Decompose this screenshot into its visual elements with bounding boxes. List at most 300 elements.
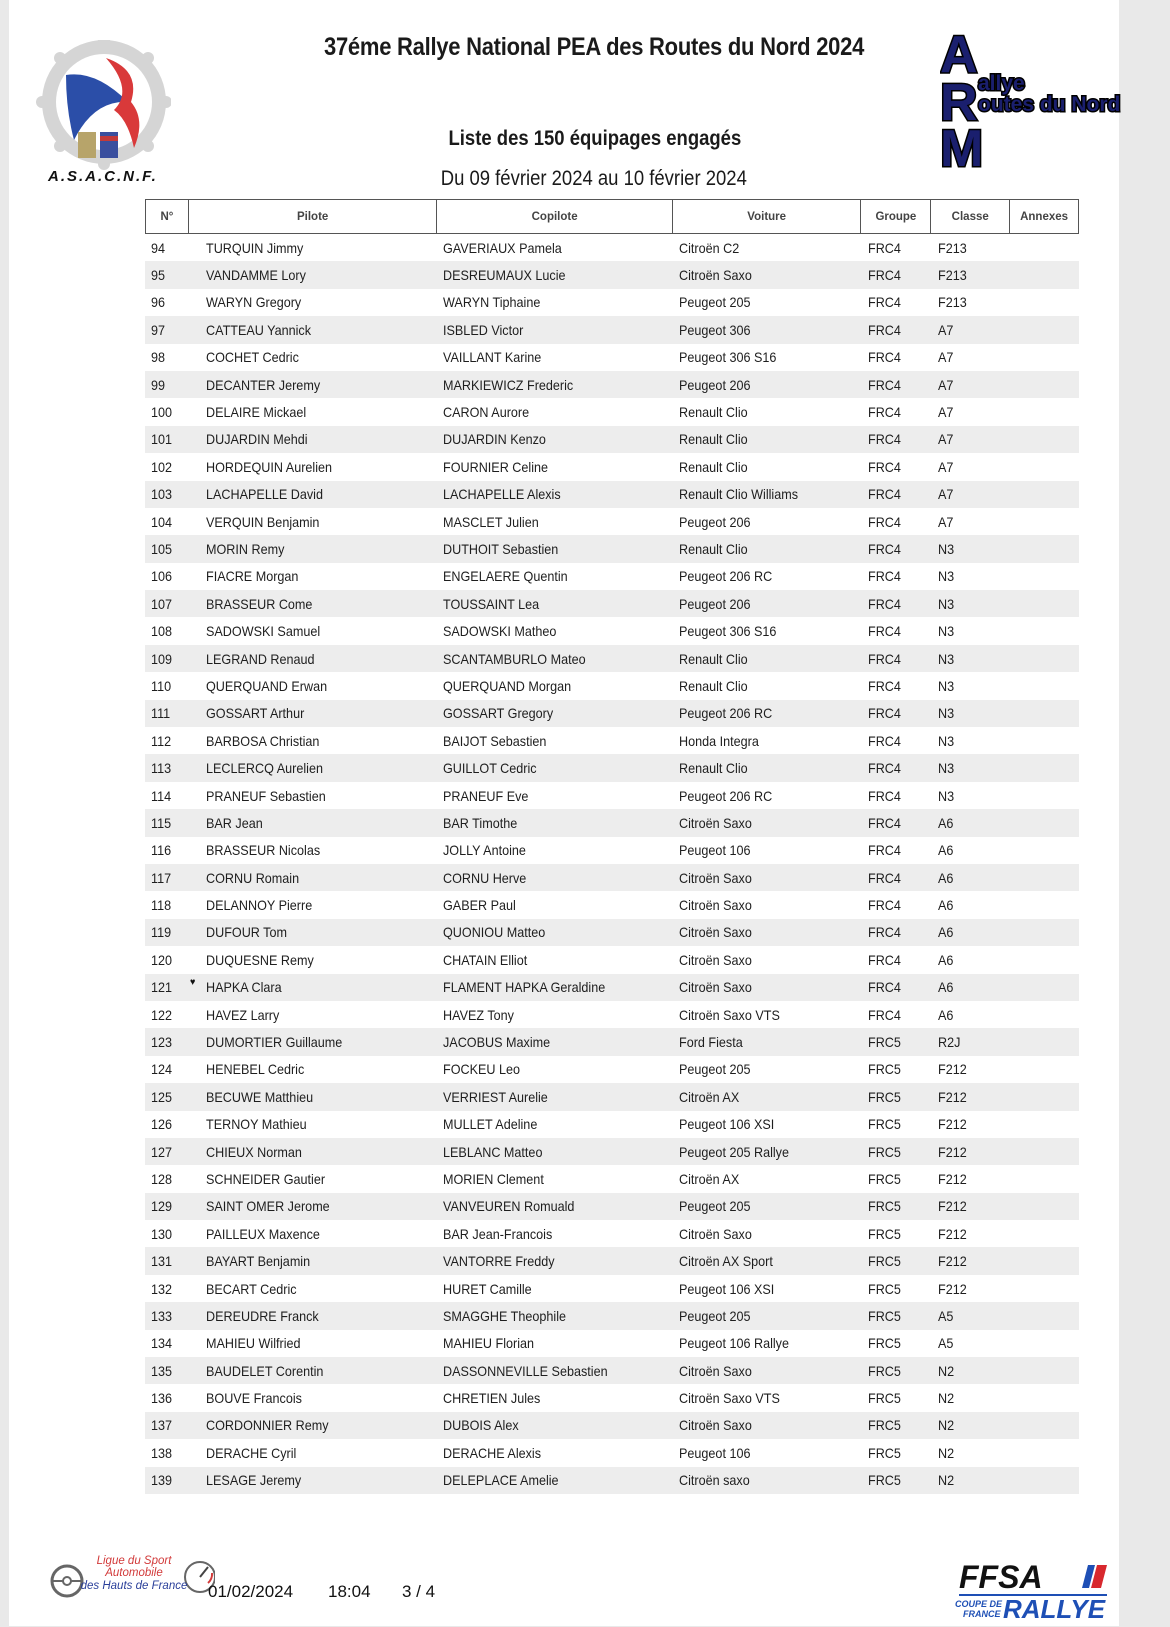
cell-voiture [673, 651, 862, 667]
cell-groupe [862, 924, 932, 940]
cell-classe [932, 897, 1011, 913]
cell-no [145, 979, 188, 995]
cell-copilote-text: GUILLOT Cedric [443, 760, 537, 777]
cell-groupe-text: FRC4 [868, 924, 901, 941]
cell-copilote-text: VERRIEST Aurelie [443, 1088, 548, 1105]
cell-classe [932, 322, 1011, 338]
cell-copilote-text: QUONIOU Matteo [443, 924, 546, 941]
cell-classe [932, 705, 1011, 721]
table-row [145, 864, 1079, 891]
cell-pilote-text: CATTEAU Yannick [206, 321, 312, 338]
table-row [145, 1001, 1079, 1028]
cell-no [145, 514, 188, 530]
cell-voiture [673, 459, 862, 475]
cell-no [145, 1089, 188, 1105]
cell-groupe [862, 1226, 932, 1242]
cell-copilote [437, 870, 673, 886]
cell-voiture-text: Peugeot 306 S16 [679, 623, 777, 640]
cell-copilote-text: GOSSART Gregory [443, 705, 554, 722]
cell-pilote [188, 486, 437, 502]
cell-groupe-text: FRC5 [868, 1307, 901, 1324]
cell-groupe-text: FRC4 [868, 376, 901, 393]
cell-pilote-text: TERNOY Mathieu [206, 1116, 307, 1133]
cell-classe [932, 1390, 1011, 1406]
cell-pilote [188, 1308, 437, 1324]
cell-classe-text: F212 [938, 1280, 967, 1297]
cell-classe-text: N3 [938, 705, 955, 722]
cell-voiture [673, 1116, 862, 1132]
table-row [145, 535, 1079, 562]
cell-annexes [1011, 568, 1079, 584]
cell-pilote [188, 924, 437, 940]
cell-voiture-text: Peugeot 106 [679, 842, 751, 859]
cell-pilote [188, 1089, 437, 1105]
cell-copilote-text: DESREUMAUX Lucie [443, 267, 566, 284]
cell-annexes [1011, 870, 1079, 886]
cell-no [145, 267, 188, 283]
cell-copilote-text: PRANEUF Eve [443, 787, 529, 804]
cell-groupe [862, 1445, 932, 1461]
cell-groupe [862, 459, 932, 475]
arm-letter-r: R [940, 74, 978, 132]
table-row [145, 426, 1079, 453]
cell-voiture [673, 1198, 862, 1214]
cell-copilote [437, 267, 673, 283]
cell-copilote [437, 952, 673, 968]
cell-copilote [437, 1226, 673, 1242]
cell-classe [932, 979, 1011, 995]
cell-pilote [188, 705, 437, 721]
cell-no-text: 136 [151, 1390, 173, 1407]
table-row [145, 563, 1079, 590]
table-row [145, 1357, 1079, 1384]
cell-pilote-text: DUJARDIN Mehdi [206, 431, 308, 448]
cell-classe-text: N3 [938, 595, 955, 612]
table-row [145, 1330, 1079, 1357]
cell-voiture-text: Citroën saxo [679, 1472, 750, 1489]
cell-classe-text: N2 [938, 1472, 955, 1489]
cell-classe [932, 924, 1011, 940]
cell-pilote [188, 1116, 437, 1132]
cell-pilote-text: HORDEQUIN Aurelien [206, 458, 333, 475]
cell-copilote [437, 1472, 673, 1488]
cell-voiture [673, 1308, 862, 1324]
cell-no [145, 349, 188, 365]
cell-annexes [1011, 760, 1079, 776]
cell-voiture-text: Citroën Saxo [679, 267, 752, 284]
cell-no-text: 110 [151, 677, 172, 694]
table-row [145, 1220, 1079, 1247]
cell-no [145, 1198, 188, 1214]
cell-groupe [862, 788, 932, 804]
cell-no-text: 116 [151, 842, 172, 859]
cell-copilote [437, 1253, 673, 1269]
cell-copilote [437, 240, 673, 256]
cell-groupe-text: FRC4 [868, 650, 901, 667]
cell-pilote [188, 1445, 437, 1461]
cell-annexes [1011, 514, 1079, 530]
cell-voiture-text: Peugeot 106 Rallye [679, 1335, 789, 1352]
cell-no-text: 124 [151, 1061, 173, 1078]
cell-no [145, 240, 188, 256]
cell-pilote-text: TURQUIN Jimmy [206, 239, 304, 256]
cell-no [145, 1472, 188, 1488]
cell-groupe-text: FRC5 [868, 1225, 901, 1242]
ffsa-rallye: RALLYE [1003, 1594, 1106, 1622]
cell-copilote-text: VANTORRE Freddy [443, 1253, 555, 1270]
cell-classe [932, 1253, 1011, 1269]
cell-classe [932, 760, 1011, 776]
cell-voiture [673, 514, 862, 530]
cell-copilote-text: CHRETIEN Jules [443, 1390, 541, 1407]
cell-no [145, 760, 188, 776]
cell-copilote-text: LACHAPELLE Alexis [443, 486, 561, 503]
cell-voiture-text: Renault Clio [679, 431, 748, 448]
cell-annexes [1011, 1253, 1079, 1269]
cell-classe-text: F212 [938, 1198, 967, 1215]
cell-pilote [188, 1007, 437, 1023]
cell-voiture-text: Peugeot 106 XSI [679, 1116, 775, 1133]
cell-no [145, 377, 188, 393]
cell-classe-text: F212 [938, 1061, 967, 1078]
cell-classe-text: F212 [938, 1225, 967, 1242]
cell-classe-text: A6 [938, 814, 954, 831]
cell-pilote [188, 459, 437, 475]
cell-voiture [673, 431, 862, 447]
cell-classe [932, 678, 1011, 694]
cell-pilote [188, 596, 437, 612]
table-row [145, 398, 1079, 425]
ligue-line2: Automobile [105, 1567, 163, 1579]
cell-classe [932, 1144, 1011, 1160]
cell-copilote [437, 1198, 673, 1214]
cell-copilote-text: DUJARDIN Kenzo [443, 431, 546, 448]
cell-no [145, 541, 188, 557]
cell-copilote [437, 924, 673, 940]
cell-copilote [437, 541, 673, 557]
cell-no [145, 705, 188, 721]
cell-pilote-text: CORNU Romain [206, 869, 300, 886]
cell-voiture [673, 1363, 862, 1379]
cell-pilote [188, 240, 437, 256]
cell-copilote-text: TOUSSAINT Lea [443, 595, 540, 612]
cell-copilote [437, 1089, 673, 1105]
cell-pilote [188, 952, 437, 968]
table-row [145, 891, 1079, 918]
cell-no [145, 431, 188, 447]
cell-voiture-text: Ford Fiesta [679, 1034, 743, 1051]
cell-classe [932, 1198, 1011, 1214]
table-row [145, 782, 1079, 809]
cell-voiture-text: Citroën Saxo [679, 814, 752, 831]
cell-no [145, 733, 188, 749]
cell-classe [932, 1472, 1011, 1488]
cell-pilote-text: QUERQUAND Erwan [206, 677, 328, 694]
cell-voiture [673, 1144, 862, 1160]
cell-classe-text: A6 [938, 924, 954, 941]
cell-groupe [862, 596, 932, 612]
cell-groupe-text: FRC4 [868, 814, 901, 831]
cell-classe [932, 1445, 1011, 1461]
cell-no [145, 1226, 188, 1242]
cell-annexes [1011, 240, 1079, 256]
col-header-groupe: Groupe [861, 200, 931, 233]
cell-annexes [1011, 979, 1079, 995]
cell-pilote [188, 1472, 437, 1488]
cell-no [145, 678, 188, 694]
cell-pilote-text: LACHAPELLE David [206, 486, 323, 503]
cell-groupe [862, 514, 932, 530]
cell-classe-text: N3 [938, 568, 955, 585]
cell-classe-text: N3 [938, 787, 955, 804]
cell-no-text: 112 [151, 732, 172, 749]
cell-copilote [437, 1308, 673, 1324]
cell-copilote [437, 514, 673, 530]
cell-classe-text: A5 [938, 1335, 954, 1352]
cell-voiture-text: Citroën Saxo [679, 1417, 752, 1434]
cell-no-text: 98 [151, 349, 166, 366]
cell-no [145, 486, 188, 502]
cell-groupe [862, 1171, 932, 1187]
cell-copilote-text: DERACHE Alexis [443, 1444, 542, 1461]
cell-groupe [862, 705, 932, 721]
cell-no [145, 459, 188, 475]
cell-groupe [862, 377, 932, 393]
page-subtitle: Liste des 150 équipages engagés [448, 127, 742, 150]
cell-annexes [1011, 377, 1079, 393]
arm-letter-a: A [940, 26, 978, 84]
cell-voiture-text: Peugeot 106 [679, 1444, 751, 1461]
cell-no-text: 105 [151, 540, 173, 557]
cell-pilote [188, 760, 437, 776]
cell-copilote [437, 459, 673, 475]
cell-pilote-text: DELAIRE Mickael [206, 404, 307, 421]
cell-groupe-text: FRC4 [868, 787, 901, 804]
cell-voiture-text: Peugeot 205 Rallye [679, 1143, 789, 1160]
cell-pilote [188, 651, 437, 667]
cell-voiture-text: Peugeot 205 [679, 1307, 751, 1324]
cell-no-text: 100 [151, 404, 173, 421]
cell-groupe-text: FRC5 [868, 1061, 901, 1078]
cell-no [145, 404, 188, 420]
cell-groupe-text: FRC5 [868, 1253, 901, 1270]
cell-groupe [862, 1116, 932, 1132]
cell-copilote [437, 404, 673, 420]
cell-groupe [862, 760, 932, 776]
cell-classe-text: A7 [938, 431, 954, 448]
table-row [145, 1193, 1079, 1220]
table-row [145, 1384, 1079, 1411]
cell-groupe [862, 1253, 932, 1269]
table-row [145, 261, 1079, 288]
cell-classe-text: F213 [938, 239, 967, 256]
cell-pilote-text: PRANEUF Sebastien [206, 787, 326, 804]
cell-voiture [673, 1390, 862, 1406]
cell-classe-text: N2 [938, 1444, 955, 1461]
cell-classe [932, 1171, 1011, 1187]
cell-annexes [1011, 1281, 1079, 1297]
cell-no [145, 1363, 188, 1379]
cell-pilote [188, 733, 437, 749]
cell-classe [932, 349, 1011, 365]
cell-copilote-text: FOURNIER Celine [443, 458, 549, 475]
cell-copilote-text: QUERQUAND Morgan [443, 677, 572, 694]
cell-voiture-text: Peugeot 106 XSI [679, 1280, 775, 1297]
cell-pilote-text: WARYN Gregory [206, 294, 302, 311]
cell-classe-text: F212 [938, 1170, 967, 1187]
cell-pilote [188, 788, 437, 804]
cell-annexes [1011, 1390, 1079, 1406]
cell-annexes [1011, 322, 1079, 338]
cell-copilote-text: FLAMENT HAPKA Geraldine [443, 979, 606, 996]
cell-pilote [188, 623, 437, 639]
table-row [145, 481, 1079, 508]
cell-no [145, 651, 188, 667]
table-row [145, 508, 1079, 535]
cell-pilote-text: HAPKA Clara [206, 979, 282, 996]
table-row [145, 974, 1079, 1001]
cell-no [145, 1445, 188, 1461]
cell-pilote [188, 431, 437, 447]
cell-copilote-text: DUBOIS Alex [443, 1417, 519, 1434]
cell-classe [932, 514, 1011, 530]
cell-voiture [673, 1417, 862, 1433]
cell-groupe [862, 1144, 932, 1160]
arm-letter-m: M [940, 120, 984, 171]
cell-no-text: 123 [151, 1034, 173, 1051]
cell-groupe [862, 1089, 932, 1105]
cell-pilote [188, 377, 437, 393]
cell-pilote [188, 349, 437, 365]
cell-no-text: 132 [151, 1280, 173, 1297]
cell-voiture-text: Renault Clio [679, 760, 748, 777]
cell-classe [932, 1116, 1011, 1132]
ligue-logo [50, 1553, 215, 1599]
cell-groupe [862, 1007, 932, 1023]
ffsa-coupe-de-france-rallye-icon [955, 1562, 1115, 1622]
cell-pilote [188, 294, 437, 310]
cell-classe [932, 1417, 1011, 1433]
cell-annexes [1011, 431, 1079, 447]
col-header-voiture: Voiture [673, 200, 862, 233]
cell-classe-text: A7 [938, 458, 954, 475]
cell-classe-text: N3 [938, 677, 955, 694]
table-header [145, 199, 1079, 234]
cell-pilote [188, 897, 437, 913]
cell-classe-text: F213 [938, 267, 967, 284]
cell-annexes [1011, 459, 1079, 475]
cell-copilote [437, 322, 673, 338]
cell-voiture [673, 377, 862, 393]
cell-pilote-text: DEREUDRE Franck [206, 1307, 319, 1324]
cell-voiture-text: Renault Clio [679, 404, 748, 421]
col-header-pilote: Pilote [189, 200, 437, 233]
cell-annexes [1011, 788, 1079, 804]
footer-date: 01/02/2024 [208, 1582, 294, 1601]
arm-word-allye: allye [978, 72, 1025, 95]
cell-classe [932, 623, 1011, 639]
cell-classe-text: A7 [938, 486, 954, 503]
cell-voiture-text: Honda Integra [679, 732, 759, 749]
cell-pilote [188, 1390, 437, 1406]
cell-copilote [437, 1144, 673, 1160]
cell-pilote-text: PAILLEUX Maxence [206, 1225, 320, 1242]
cell-voiture-text: Renault Clio [679, 540, 748, 557]
col-header-annexes: Annexes [1020, 210, 1069, 223]
cell-classe-text: R2J [938, 1034, 961, 1051]
cell-groupe [862, 1417, 932, 1433]
cell-classe [932, 541, 1011, 557]
cell-groupe [862, 733, 932, 749]
cell-copilote-text: JOLLY Antoine [443, 842, 526, 859]
cell-pilote-text: LECLERCQ Aurelien [206, 760, 323, 777]
cell-groupe-text: FRC5 [868, 1335, 901, 1352]
cell-voiture [673, 678, 862, 694]
cell-no-text: 94 [151, 239, 166, 256]
cell-groupe-text: FRC4 [868, 294, 901, 311]
cell-pilote-text: BARBOSA Christian [206, 732, 320, 749]
entries-table [145, 199, 1079, 1494]
cell-pilote-text: BAUDELET Corentin [206, 1362, 324, 1379]
cell-groupe-text: FRC4 [868, 404, 901, 421]
cell-classe-text: A6 [938, 979, 954, 996]
cell-classe [932, 1089, 1011, 1105]
cell-voiture [673, 1226, 862, 1242]
cell-classe-text: N3 [938, 760, 955, 777]
cell-groupe-text: FRC4 [868, 842, 901, 859]
table-row [145, 645, 1079, 672]
cell-voiture-text: Citroën AX [679, 1170, 740, 1187]
table-row [145, 289, 1079, 316]
cell-pilote [188, 322, 437, 338]
cell-copilote-text: SCANTAMBURLO Mateo [443, 650, 586, 667]
cell-classe [932, 1281, 1011, 1297]
table-row [145, 1275, 1079, 1302]
cell-voiture [673, 623, 862, 639]
cell-groupe [862, 240, 932, 256]
cell-no [145, 897, 188, 913]
cell-annexes [1011, 705, 1079, 721]
cell-no [145, 1417, 188, 1433]
cell-copilote-text: LEBLANC Matteo [443, 1143, 543, 1160]
cell-annexes [1011, 924, 1079, 940]
cell-classe-text: A7 [938, 349, 954, 366]
cell-voiture [673, 1089, 862, 1105]
cell-no-text: 108 [151, 623, 173, 640]
cell-voiture-text: Peugeot 205 [679, 1198, 751, 1215]
cell-voiture [673, 541, 862, 557]
cell-copilote-text: SADOWSKI Matheo [443, 623, 557, 640]
cell-copilote [437, 431, 673, 447]
cell-copilote [437, 979, 673, 995]
cell-voiture [673, 1281, 862, 1297]
cell-no-text: 126 [151, 1116, 173, 1133]
cell-pilote [188, 404, 437, 420]
event-dates: Du 09 février 2024 au 10 février 2024 [440, 167, 747, 190]
cell-pilote-text: DUMORTIER Guillaume [206, 1034, 343, 1051]
cell-classe [932, 733, 1011, 749]
cell-no [145, 815, 188, 831]
cell-voiture-text: Peugeot 206 [679, 376, 751, 393]
cell-pilote [188, 1171, 437, 1187]
cell-pilote-text: CHIEUX Norman [206, 1143, 302, 1160]
cell-classe-text: N3 [938, 623, 955, 640]
cell-copilote [437, 815, 673, 831]
cell-classe [932, 1308, 1011, 1324]
cell-groupe [862, 404, 932, 420]
cell-no-text: 96 [151, 294, 166, 311]
cell-groupe [862, 1335, 932, 1351]
